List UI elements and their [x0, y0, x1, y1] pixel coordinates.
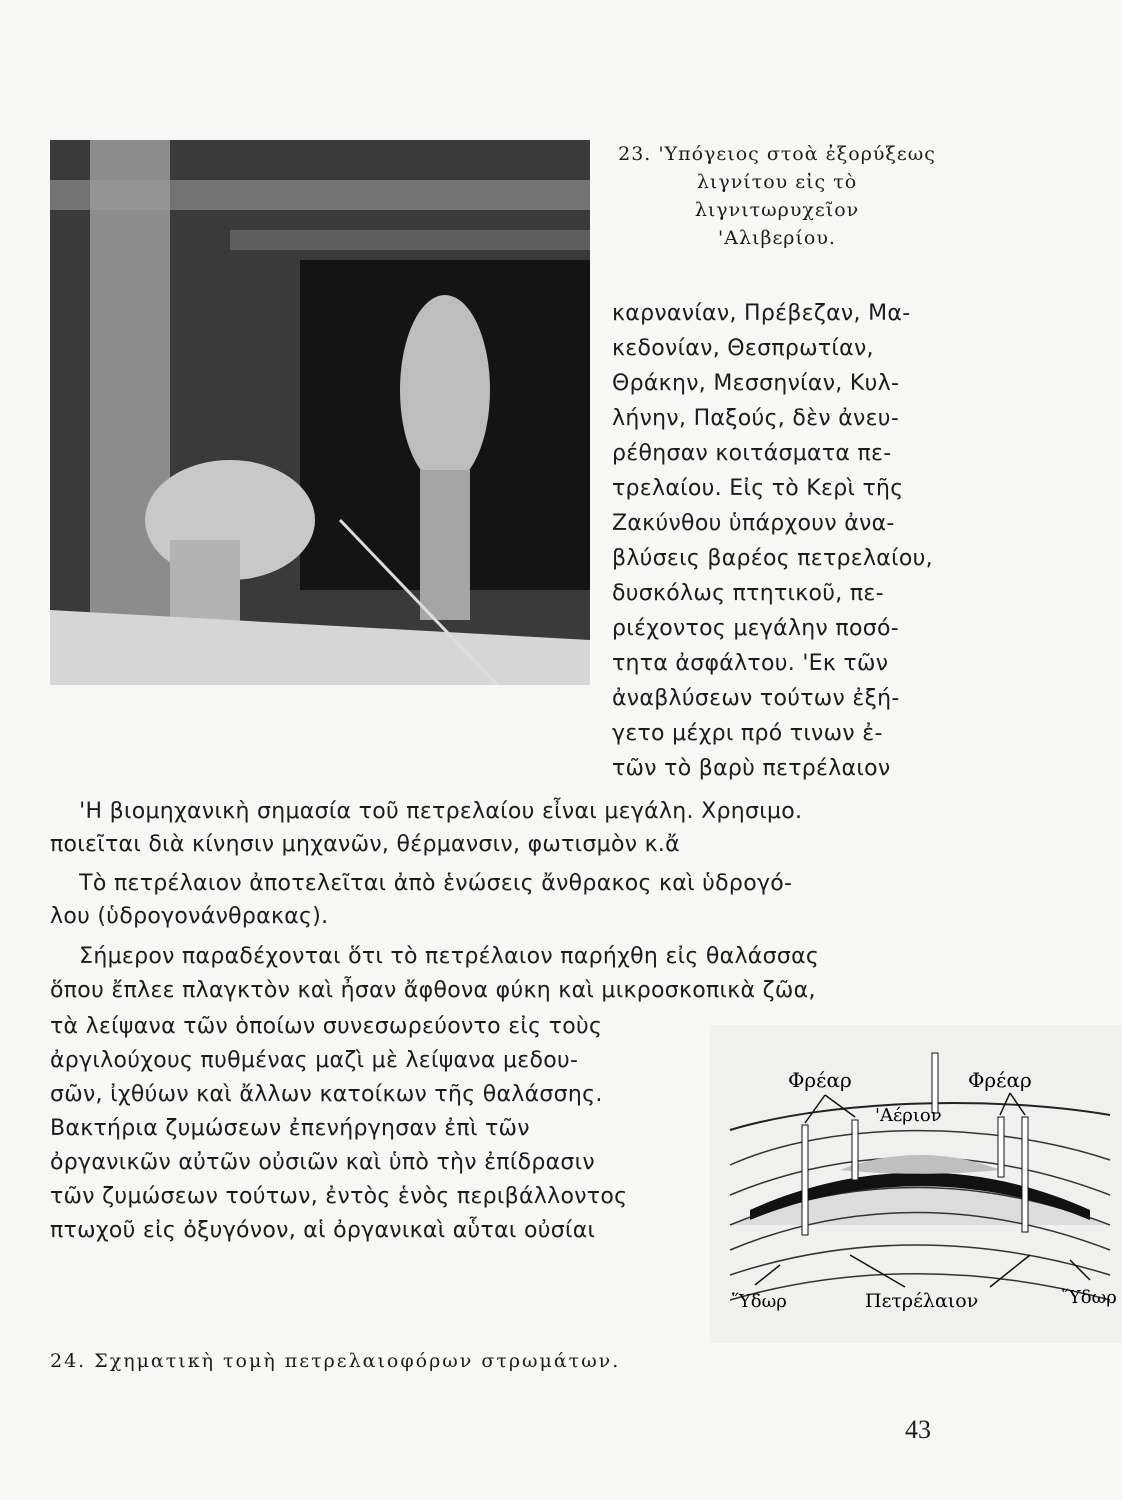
body-line: σῶν, ἰχθύων καὶ ἄλλων κατοίκων τῆς θαλάσσης. [50, 1082, 603, 1107]
body-line: γετο μέχρι πρό τινων ἐ- [612, 721, 883, 746]
body-line: Βακτήρια ζυμώσεων ἐπενήργησαν ἐπὶ τῶν [50, 1116, 530, 1141]
mine-photo [50, 140, 590, 685]
label-water-right: Ὕδωρ [1062, 1287, 1117, 1308]
body-line: ποιεῖται διὰ κίνησιν μηχανῶν, θέρμανσιν, φωτισμὸν κ.ἄ [50, 832, 680, 857]
body-line: λήνην, Παξούς, δὲν ἀνευ- [612, 406, 900, 431]
body-line: ρέθησαν κοιτάσματα πε- [612, 441, 892, 466]
mine-photo-illustration [50, 140, 590, 685]
body-line: τὰ λείψανα τῶν ὁποίων συνεσωρεύοντο εἰς τοὺς [50, 1014, 603, 1039]
body-line: ἀργιλούχους πυθμένας μαζὶ μὲ λείψανα μεδου- [50, 1048, 579, 1073]
body-line: ἀναβλύσεων τούτων ἐξή- [612, 686, 900, 711]
body-line: κεδονίαν, Θεσπρωτίαν, [612, 336, 874, 361]
body-line: 'Η βιομηχανικὴ σημασία τοῦ πετρελαίου εἶναι μεγάλη. Χρησιμο. [50, 799, 803, 824]
body-line: βλύσεις βαρέος πετρελαίου, [612, 546, 933, 571]
page-number: 43 [905, 1415, 931, 1444]
body-line: τητα ἀσφάλτου. 'Εκ τῶν [612, 651, 889, 676]
label-water-left: Ὕδωρ [732, 1291, 787, 1312]
caption-line: λιγνίτου εἰς τὸ λιγνιτωρυχεῖον [694, 171, 860, 221]
caption-line: 'Αλιβερίου. [718, 227, 836, 249]
label-oil: Πετρέλαιον [865, 1290, 979, 1312]
body-line: τῶν τὸ βαρὺ πετρέλαιον [612, 756, 891, 781]
body-line: Σήμερον παραδέχονται ὅτι τὸ πετρέλαιον παρήχθη εἰς θαλάσσας [50, 944, 820, 969]
strata-section [710, 1025, 1122, 1343]
body-line: δυσκόλως πτητικοῦ, πε- [612, 581, 884, 606]
body-line: τῶν ζυμώσεων τούτων, ἐντὸς ἑνὸς περιβάλλοντος [50, 1184, 628, 1209]
label-gas: 'Αέριον [875, 1105, 942, 1126]
label-well-left: Φρέαρ [788, 1068, 852, 1092]
photo-caption [612, 140, 942, 252]
body-line: ὅπου ἔπλεε πλαγκτὸν καὶ ἦσαν ἄφθονα φύκη καὶ μικροσκοπικὰ ζῶα, [50, 978, 816, 1003]
oil-strata-diagram [710, 1025, 1122, 1343]
body-line: Ζακύνθου ὑπάρχουν ἀνα- [612, 511, 895, 536]
caption-line: 23. 'Υπόγειος στοὰ ἐξορύξεως [618, 143, 936, 165]
body-line: καρνανίαν, Πρέβεζαν, Μα- [612, 301, 911, 326]
body-line: Τὸ πετρέλαιον ἀποτελεῖται ἀπὸ ἑνώσεις ἄνθρακος καὶ ὑδρογό- [50, 871, 793, 896]
body-line: ὀργανικῶν αὐτῶν οὐσιῶν καὶ ὑπὸ τὴν ἐπίδρασιν [50, 1150, 596, 1175]
label-well-right: Φρέαρ [968, 1068, 1032, 1092]
body-line: τρελαίου. Εἰς τὸ Κερὶ τῆς [612, 476, 904, 501]
diagram-caption: 24. Σχηματικὴ τομὴ πετρελαιοφόρων στρωμάτων. [50, 1350, 621, 1372]
body-line: λου (ὑδρογονάνθρακας). [50, 904, 329, 929]
body-line: Θράκην, Μεσσηνίαν, Κυλ- [612, 371, 900, 396]
body-line: πτωχοῦ εἰς ὀξυγόνον, αἱ ὀργανικαὶ αὗται οὐσίαι [50, 1218, 596, 1243]
body-line: ριέχοντος μεγάλην ποσό- [612, 616, 899, 641]
